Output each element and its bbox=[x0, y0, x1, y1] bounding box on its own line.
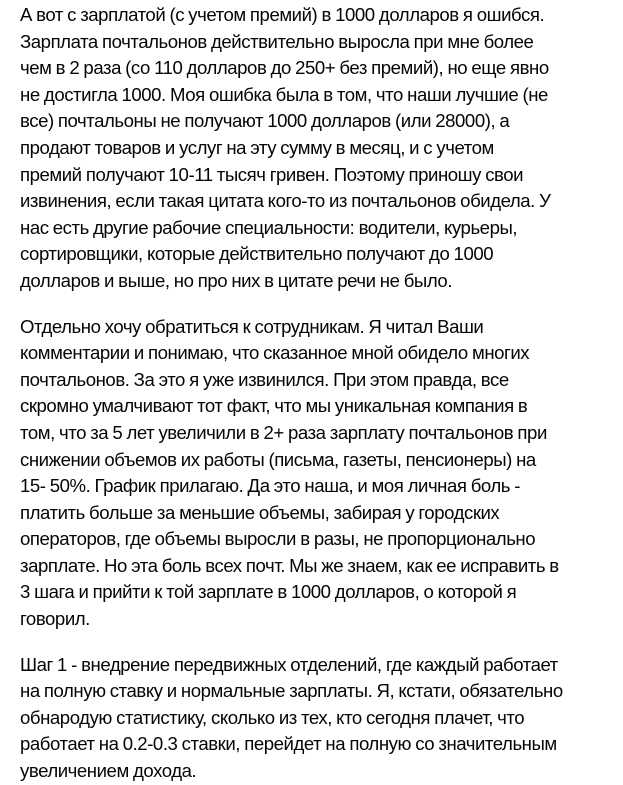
text-line: говорил. bbox=[20, 608, 90, 630]
paragraph-address-to-staff bbox=[20, 314, 620, 633]
text-line: нас есть другие рабочие специальности: водители, курьеры, bbox=[20, 216, 518, 238]
text-line: почтальонов. За это я уже извинился. При этом правда, все bbox=[20, 368, 509, 390]
paragraph-salary-correction bbox=[20, 2, 620, 295]
text-line: премий получают 10-11 тысяч гривен. Поэтому приношу свои bbox=[20, 163, 524, 185]
text-line: платить больше за меньшие объемы, забирая у городских bbox=[20, 501, 500, 523]
text-line: А вот с зарплатой (с учетом премий) в 1000 долларов я ошибся. bbox=[20, 4, 545, 25]
text-line: комментарии и понимаю, что сказанное мной обидело многих bbox=[20, 342, 530, 364]
text-line: увеличением дохода. bbox=[20, 760, 197, 782]
text-line: 15- 50%. График прилагаю. Да это наша, и моя личная боль - bbox=[20, 475, 521, 497]
text-line: долларов и выше, но про них в цитате речи не было. bbox=[20, 269, 453, 291]
text-line: снижении объемов их работы (письма, газеты, пенсионеры) на bbox=[20, 448, 536, 470]
text-line: Зарплата почтальонов действительно выросла при мне более bbox=[20, 30, 534, 52]
post-body bbox=[20, 2, 620, 785]
text-line: извинения, если такая цитата кого-то из почтальонов обидела. У bbox=[20, 190, 551, 212]
text-line: зарплате. Но эта боль всех почт. Мы же знаем, как ее исправить в bbox=[20, 554, 559, 576]
text-line: Шаг 1 - внедрение передвижных отделений, где каждый работает bbox=[20, 653, 558, 675]
text-line: сортировщики, которые действительно получают до 1000 bbox=[20, 243, 494, 265]
text-line: чем в 2 раза (со 110 долларов до 250+ без премий), но еще явно bbox=[20, 57, 549, 79]
paragraph-step-1 bbox=[20, 652, 620, 785]
text-line: продают товаров и услуг на эту сумму в месяц, и с учетом bbox=[20, 136, 494, 158]
text-line: том, что за 5 лет увеличили в 2+ раза зарплату почтальонов при bbox=[20, 421, 547, 443]
text-line: все) почтальоны не получают 1000 долларов (или 28000), а bbox=[20, 110, 510, 132]
text-line: работает на 0.2-0.3 ставки, перейдет на полную со значительным bbox=[20, 733, 557, 755]
text-line: операторов, где объемы выросли в разы, не пропорционально bbox=[20, 528, 536, 550]
text-line: не достигла 1000. Моя ошибка была в том, что наши лучшие (не bbox=[20, 83, 548, 105]
text-line: на полную ставку и нормальные зарплаты. Я, кстати, обязательно bbox=[20, 680, 563, 702]
text-line: 3 шага и прийти к той зарплате в 1000 долларов, о которой я bbox=[20, 581, 517, 603]
text-line: скромно умалчивают тот факт, что мы уникальная компания в bbox=[20, 395, 528, 417]
text-line: обнародую статистику, сколько из тех, кто сегодня плачет, что bbox=[20, 706, 525, 728]
text-line: Отдельно хочу обратиться к сотрудникам. Я читал Ваши bbox=[20, 315, 484, 337]
